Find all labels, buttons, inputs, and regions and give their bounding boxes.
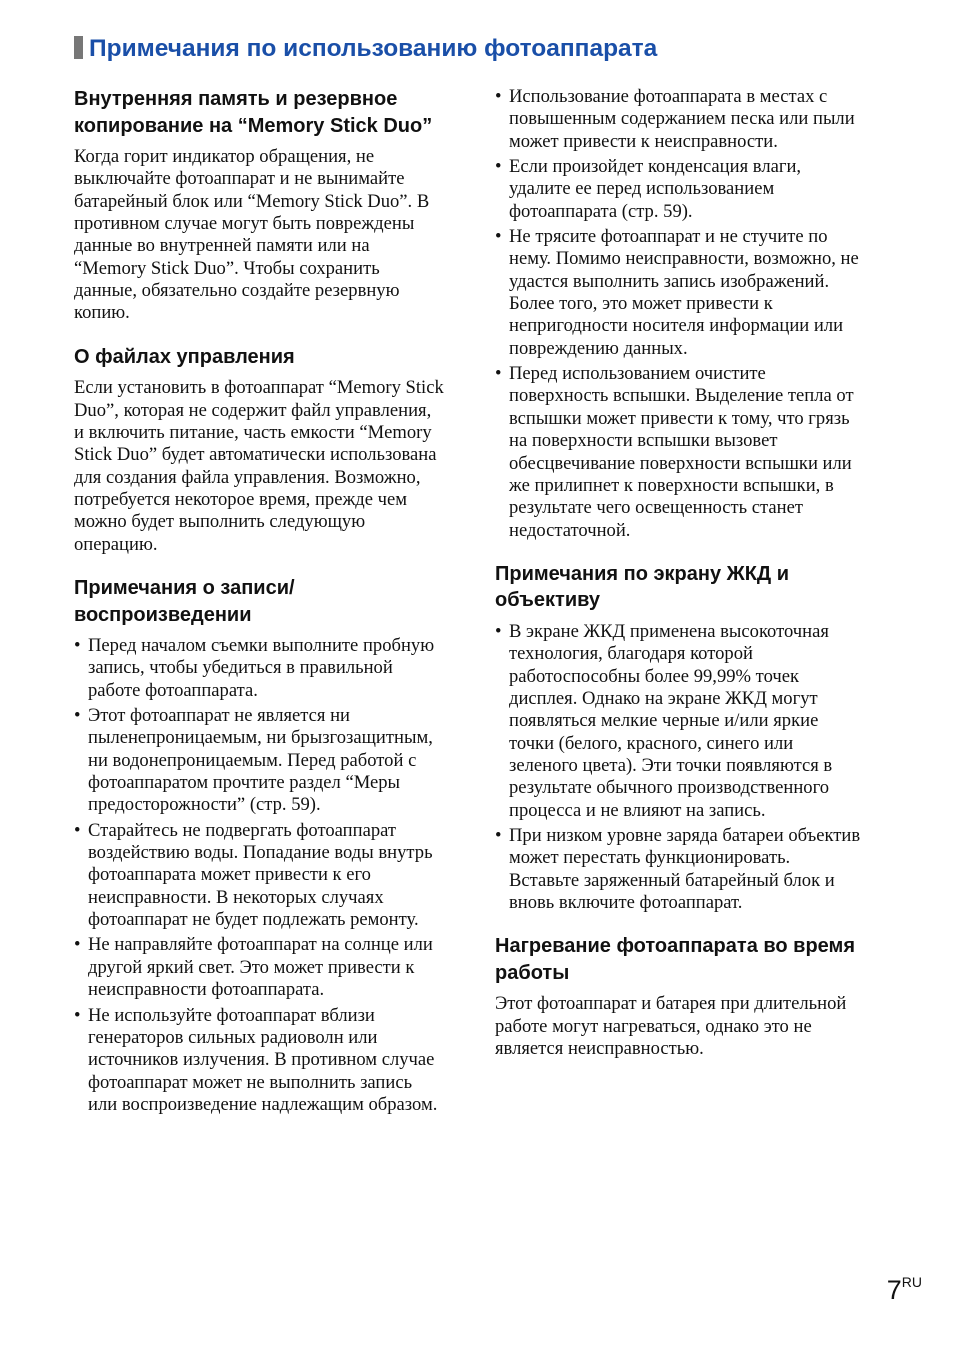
bullet: • — [495, 363, 502, 385]
list-item-text: Старайтесь не подвергать фотоаппарат воздействию воды. Попадание воды внутрь фотоаппарата может привести к его неисправности. В некоторых случаях фотоаппарат не будет подлежать ремонту. — [88, 819, 433, 931]
bullet: • — [495, 620, 502, 642]
list-item — [495, 363, 865, 542]
lcd-lens-notes-list — [495, 621, 865, 914]
list-item — [495, 226, 865, 360]
page-title — [74, 34, 914, 64]
recording-notes-continued-list — [495, 86, 865, 542]
list-item — [495, 86, 865, 153]
list-item — [74, 1005, 444, 1117]
right-column — [495, 86, 865, 1079]
section-paragraph-management-files: Если установить в фотоаппарат “Memory Stick Duo”, которая не содержит файл управления, и включить питание, часть емкости “Memory Stick Duo” будет автоматически использована для создания файла управления. Возможно, потребуется некоторое время, прежде чем можно будет выполнить следующую операцию. — [74, 377, 444, 555]
bullet: • — [495, 156, 502, 178]
list-item — [495, 825, 865, 914]
list-item — [74, 934, 444, 1001]
list-item-text: Не используйте фотоаппарат вблизи генераторов сильных радиоволн или источников излучения. В противном случае фотоаппарат может не выполнить запись или воспроизведение надлежащим образом. — [88, 1004, 438, 1115]
list-item — [74, 705, 444, 817]
left-column — [74, 86, 444, 1135]
list-item — [495, 621, 865, 822]
list-item-text: Не направляйте фотоаппарат на солнце или другой яркий свет. Это может привести к неисправности фотоаппарата. — [88, 934, 433, 1001]
page-number — [887, 1267, 922, 1305]
section-paragraph-memory: Когда горит индикатор обращения, не выключайте фотоаппарат и не вынимайте батарейный блок или “Memory Stick Duo”. В противном случае могут быть повреждены данные во внутренней памяти или на “Memory Stick Duo”. Чтобы сохранить данные, обязательно создайте резервную копию. — [74, 146, 430, 324]
list-item-text: Если произойдет конденсация влаги, удалите ее перед использованием фотоаппарата (стр. 59). — [509, 156, 802, 222]
section-paragraph-heating: Этот фотоаппарат и батарея при длительной работе могут нагреваться, однако это не является неисправностью. — [495, 993, 847, 1060]
list-item-text: В экране ЖКД применена высокоточная технология, благодаря которой работоспособны более 99,99% точек дисплея. Однако на экране ЖКД могут появляться мелкие черные и/или яркие точки (белого, красного, синего или зеленого цвета). Эти точки появляются в результате обычного производственного процесса и не влияют на запись. — [509, 620, 833, 821]
bullet: • — [495, 226, 502, 248]
bullet: • — [74, 705, 81, 727]
list-item — [74, 635, 444, 702]
bullet: • — [74, 934, 81, 956]
list-item-text: Этот фотоаппарат не является ни пыленепроницаемым, ни брызгозащитным, ни водонепроницаемым. Перед работой с фотоаппаратом прочтите раздел “Меры предосторожности” (стр. 59). — [88, 705, 433, 816]
recording-notes-list — [74, 635, 444, 1116]
list-item-text: Не трясите фотоаппарат и не стучите по нему. Помимо неисправности, возможно, не удастся выполнить запись изображений. Более того, это может привести к непригодности носителя информации или повреждению данных. — [509, 226, 859, 359]
page-language-code: RU — [901, 1274, 922, 1290]
page-title-text: Примечания по использованию фотоаппарата — [89, 35, 658, 62]
list-item — [74, 820, 444, 932]
bullet: • — [495, 824, 502, 846]
bullet: • — [495, 86, 502, 107]
page-number-value: 7 — [886, 1275, 902, 1305]
section-heading-lcd-lens: Примечания по экрану ЖКД и объективу — [495, 562, 790, 612]
section-heading-management-files: О файлах управления — [74, 345, 295, 368]
list-item-text: Использование фотоаппарата в местах с повышенным содержанием песка или пыли может привести к неисправности. — [509, 86, 855, 152]
list-item-text: Перед использованием очистите поверхность вспышки. Выделение тепла от вспышки может привести к тому, что грязь на поверхности вспышки вызовет обесцвечивание поверхности вспышки или же прилипнет к поверхности вспышки, в результате чего освещенность станет недостаточной. — [509, 363, 854, 541]
bullet: • — [74, 1004, 81, 1026]
section-heading-heating: Нагревание фотоаппарата во время работы — [495, 935, 856, 984]
list-item-text: При низком уровне заряда батареи объектив может перестать функционировать. Вставьте заряженный батарейный блок и вновь включите фотоаппарат. — [509, 824, 861, 913]
list-item-text: Перед началом съемки выполните пробную запись, чтобы убедиться в правильной работе фотоаппарата. — [88, 635, 435, 701]
list-item — [495, 156, 865, 223]
bullet: • — [74, 635, 81, 656]
section-heading-recording: Примечания о записи/ воспроизведении — [74, 577, 295, 626]
section-heading-memory: Внутренняя память и резервное копирование на “Memory Stick Duo” — [74, 88, 433, 137]
bullet: • — [74, 819, 81, 841]
title-bar-marker — [74, 36, 83, 59]
